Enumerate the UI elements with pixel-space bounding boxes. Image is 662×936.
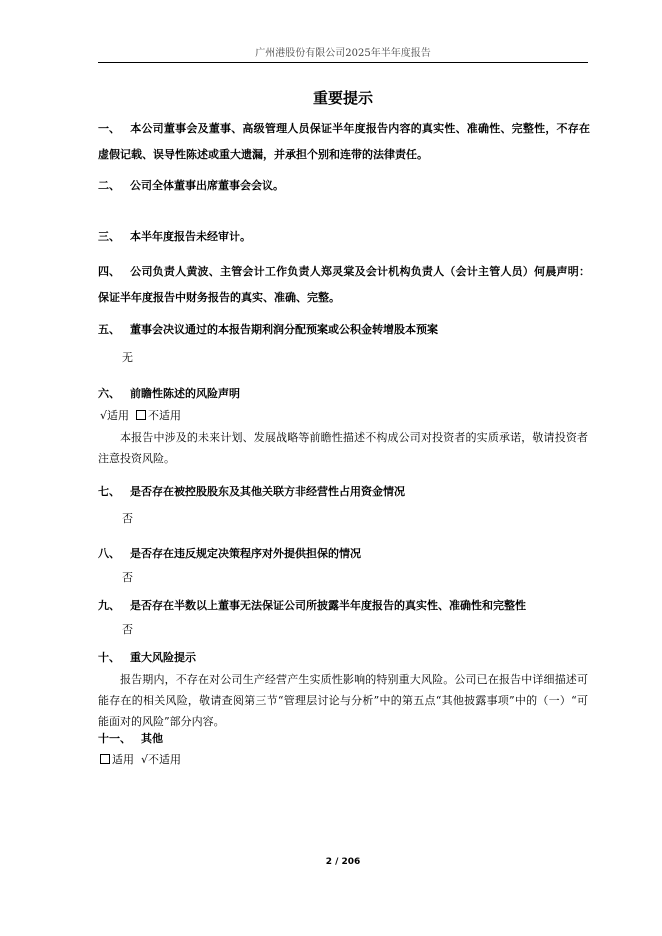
empty-checkbox-icon [136, 410, 146, 420]
section-8-text: 是否存在违反规定决策程序对外提供担保的情况 [130, 547, 361, 560]
section-6 [98, 381, 590, 407]
section-8 [98, 541, 590, 567]
page-title: 重要提示 [312, 89, 373, 107]
check-icon: √ [141, 753, 149, 766]
section-1-text: 本公司董事会及董事、高级管理人员保证半年度报告内容的真实性、准确性、完整性，不存在虚假记载、误导性陈述或重大遗漏，并承担个别和连带的法律责任。 [98, 122, 590, 161]
section-10 [98, 645, 590, 671]
section-1 [98, 116, 590, 168]
section-5-text: 董事会决议通过的本报告期利润分配预案或公积金转增股本预案 [130, 323, 438, 336]
section-4-number: 四、 [98, 265, 120, 278]
section-6-applicability [100, 405, 181, 426]
section-4-text: 公司负责人黄波、主管会计工作负责人郑灵棠及会计机构负责人（会计主管人员）何晨声明：保证半年度报告中财务报告的真实、准确、完整。 [98, 265, 590, 304]
section-10-text: 重大风险提示 [130, 651, 196, 664]
page-number: 2 / 206 [325, 857, 361, 867]
section-4 [98, 259, 590, 311]
not-applicable-label: 不适用 [148, 409, 182, 422]
section-10-paragraph: 报告期内，不存在对公司生产经营产生实质性影响的特别重大风险。公司已在报告中详细描述可能存在的相关风险，敬请查阅第三节“管理层讨论与分析”中的第五点“其他披露事项”中的（一）“可能面对的风险”部分内容。 [98, 673, 588, 728]
section-9-number: 九、 [98, 599, 120, 612]
section-9-text: 是否存在半数以上董事无法保证公司所披露半年度报告的真实性、准确性和完整性 [130, 599, 526, 612]
section-9 [98, 593, 590, 619]
section-7 [98, 479, 590, 505]
section-11-applicability [100, 749, 181, 770]
section-3 [98, 224, 590, 250]
section-6-paragraph: 本报告中涉及的未来计划、发展战略等前瞻性描述不构成公司对投资者的实质承诺，敬请投资者注意投资风险。 [98, 431, 588, 465]
section-5-number: 五、 [98, 323, 120, 336]
section-2-text: 公司全体董事出席董事会会议。 [130, 179, 284, 192]
section-8-answer: 否 [122, 571, 133, 584]
section-6-text: 前瞻性陈述的风险声明 [130, 387, 240, 400]
section-5 [98, 317, 590, 343]
section-6-number: 六、 [98, 387, 120, 400]
section-9-answer: 否 [122, 623, 133, 636]
section-5-answer: 无 [122, 351, 133, 364]
running-header: 广州港股份有限公司2025年半年度报告 [255, 48, 431, 59]
empty-checkbox-icon [100, 754, 110, 764]
applicable-label: 适用 [107, 409, 130, 422]
section-7-text: 是否存在被控股股东及其他关联方非经营性占用资金情况 [130, 485, 405, 498]
section-2 [98, 173, 590, 199]
section-3-number: 三、 [98, 230, 120, 243]
section-2-number: 二、 [98, 179, 120, 192]
section-11-number: 十一、 [98, 732, 131, 745]
applicable-label: 适用 [112, 753, 134, 766]
section-7-answer: 否 [122, 512, 133, 525]
section-10-number: 十、 [98, 651, 120, 664]
section-1-number: 一、 [98, 122, 120, 135]
header-divider [98, 62, 588, 63]
not-applicable-label: 不适用 [148, 753, 182, 766]
check-icon: √ [100, 409, 108, 422]
section-3-text: 本半年度报告未经审计。 [130, 230, 251, 243]
section-8-number: 八、 [98, 547, 120, 560]
section-11-text: 其他 [141, 732, 163, 745]
section-7-number: 七、 [98, 485, 120, 498]
